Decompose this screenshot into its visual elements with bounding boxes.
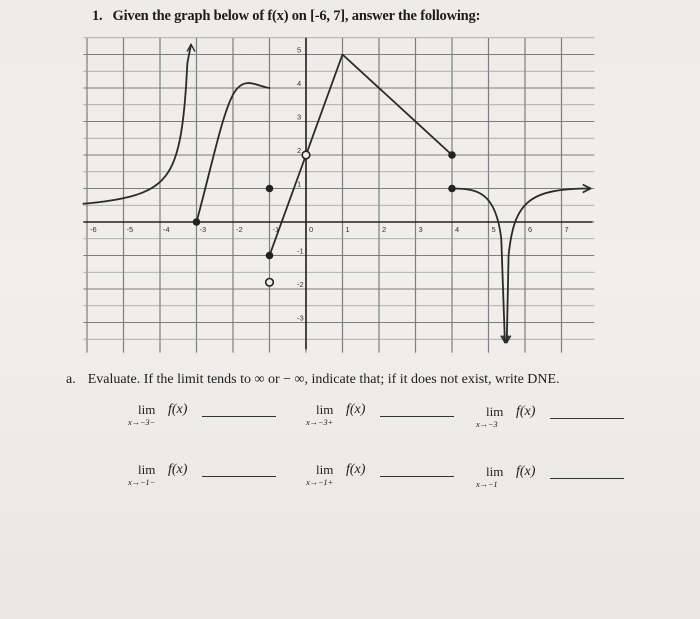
- y-tick-labels: [297, 46, 304, 323]
- x-tick-label: 5: [491, 225, 496, 234]
- limit-item: [306, 462, 496, 502]
- x-tick-label: 6: [528, 225, 533, 234]
- lim-word: lim: [316, 462, 334, 477]
- open-point: [266, 279, 274, 287]
- lim-word: lim: [486, 464, 504, 479]
- part-a-instructions: [66, 372, 560, 388]
- limit-function: f(x): [346, 462, 366, 477]
- limit-item: [128, 462, 318, 502]
- limit-subscript: x→−1−: [128, 477, 155, 487]
- x-tick-label: 4: [455, 225, 460, 234]
- lim-word: lim: [138, 402, 156, 417]
- left-asymptotic-branch: [83, 63, 187, 204]
- limit-subscript: x→−3: [476, 419, 498, 429]
- limit-function: f(x): [516, 464, 536, 479]
- limit-function: f(x): [168, 402, 188, 417]
- answer-blank[interactable]: [202, 476, 276, 477]
- x-tick-label: 3: [418, 225, 423, 234]
- limit-item: [306, 402, 496, 442]
- limit-item: [476, 404, 666, 444]
- lim-word: lim: [138, 462, 156, 477]
- answer-blank[interactable]: [550, 418, 624, 419]
- open-point: [302, 151, 310, 159]
- right-dip-right-branch: [507, 189, 591, 343]
- filled-point: [448, 151, 456, 159]
- limit-subscript: x→−3−: [128, 417, 155, 427]
- y-tick-label: 5: [297, 45, 302, 55]
- y-tick-label: 4: [297, 79, 302, 88]
- y-tick-label: -1: [297, 246, 304, 256]
- limit-function: f(x): [346, 402, 366, 417]
- y-tick-label: 3: [297, 112, 302, 122]
- part-a-text: Evaluate. If the limit tends to ∞ or − ∞, indicate that; if it does not exist, write DNE.: [87, 372, 560, 387]
- limit-subscript: x→−1: [476, 479, 498, 489]
- x-tick-labels: [90, 225, 569, 234]
- y-tick-label: -3: [297, 313, 304, 323]
- y-tick-label: 2: [297, 146, 302, 155]
- x-tick-label: 0: [309, 225, 314, 234]
- lim-word: lim: [316, 402, 334, 417]
- right-dip-left-branch: [452, 189, 505, 343]
- answer-blank[interactable]: [380, 416, 454, 417]
- answer-blank[interactable]: [550, 478, 624, 479]
- filled-point: [448, 185, 456, 193]
- question-text: Given the graph below of f(x) on [-6, 7], answer the following:: [112, 8, 481, 24]
- grid-lines: [83, 38, 594, 353]
- limit-item: [476, 464, 666, 504]
- limit-function: f(x): [516, 404, 536, 419]
- x-tick-label: -5: [126, 225, 134, 234]
- limit-item: [128, 402, 318, 442]
- question-number: 1.: [92, 8, 103, 24]
- filled-point: [266, 185, 274, 193]
- limit-subscript: x→−3+: [306, 417, 333, 427]
- answer-blank[interactable]: [380, 476, 454, 477]
- limit-function: f(x): [168, 462, 188, 477]
- x-tick-label: -3: [199, 225, 207, 234]
- filled-point: [266, 252, 274, 260]
- x-tick-label: 2: [382, 225, 387, 234]
- part-a-label: a.: [66, 372, 76, 387]
- lim-word: lim: [486, 404, 504, 419]
- filled-point: [193, 218, 201, 226]
- y-tick-label: 1: [297, 179, 302, 189]
- x-tick-label: 1: [345, 225, 350, 234]
- x-tick-label: -2: [236, 225, 243, 234]
- y-tick-label: -2: [297, 280, 304, 289]
- x-tick-label: -6: [90, 225, 97, 234]
- x-tick-label: -1: [272, 225, 280, 234]
- x-tick-label: -4: [163, 225, 170, 234]
- limit-subscript: x→−1+: [306, 477, 333, 487]
- answer-blank[interactable]: [202, 416, 276, 417]
- x-tick-label: 7: [564, 225, 569, 234]
